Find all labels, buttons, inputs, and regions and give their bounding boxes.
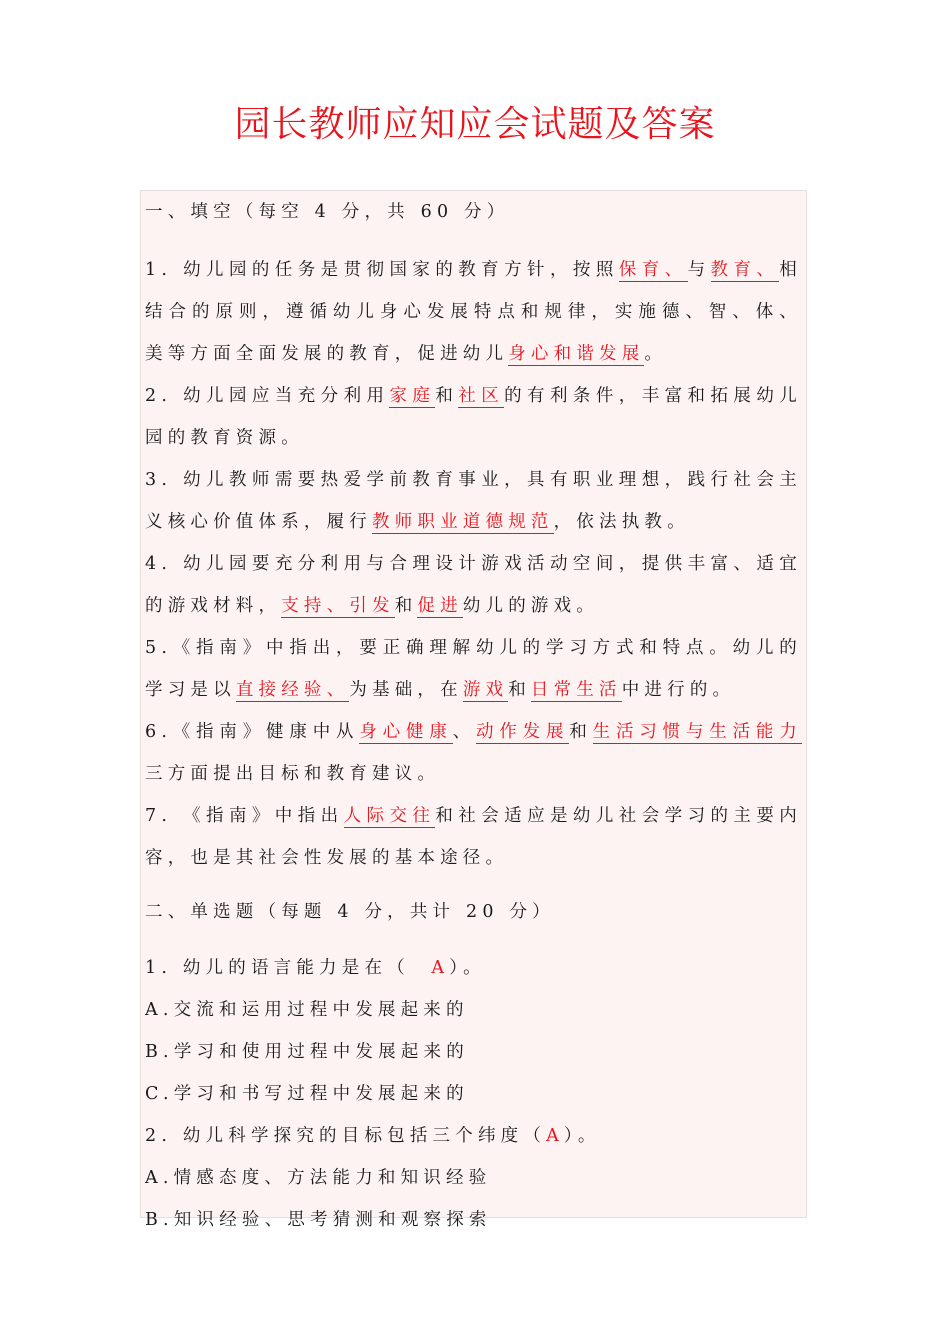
answer-blank: 教师职业道德规范 (372, 512, 554, 532)
answer-blank: 人际交往 (343, 806, 436, 826)
document-body (140, 190, 807, 1230)
question-text: 4. 幼儿园要充分利用与合理设计游戏活动空间，提供丰富、适宜的游戏材料， (145, 554, 802, 616)
question-text: 3. 幼儿教师需要热爱学前教育事业，具有职业理想，践行社会主义核心价值体系，履行 (145, 470, 802, 532)
option-2-1-c: C.学习和书写过程中发展起来的 (145, 1084, 469, 1104)
answer-blank: 直接经验、 (235, 680, 350, 700)
question-text: ）。 (449, 958, 486, 978)
option-2-2-b: B.知识经验、思考猜测和观察探索 (145, 1210, 492, 1230)
question-text: 和 (394, 596, 418, 616)
question-1-5 (145, 627, 802, 711)
answer-blank: 生活习惯与生活能力 (592, 722, 802, 742)
question-1-3 (145, 459, 802, 543)
question-text: 相结合的原则，遵循幼儿身心发展特点和规律，实施德、智、体、美等方面全面发展的教育，促进幼儿 (145, 260, 802, 364)
question-text: 6.《指南》健康中从 (145, 722, 360, 742)
section-2-heading: 二、单选题（每题 4 分，共计 20 分） (145, 902, 555, 922)
question-text: 2. 幼儿园应当充分利用 (145, 386, 390, 406)
answer-blank: 身心健康 (359, 722, 453, 742)
question-1-1 (145, 249, 802, 375)
section-1-heading: 一、填空（每空 4 分，共 60 分） (145, 202, 510, 222)
option-2-1-b: B.学习和使用过程中发展起来的 (145, 1042, 469, 1062)
question-text: ）。 (563, 1126, 601, 1146)
question-text: 。 (644, 344, 668, 364)
question-text: 的有利条件，丰富和拓展幼儿园的教育资源。 (145, 386, 802, 448)
question-2-2-stem (145, 1115, 802, 1157)
answer-blank: 家庭 (389, 386, 436, 406)
answer-blank: 动作发展 (476, 722, 570, 742)
answer-choice: A (546, 1126, 564, 1146)
question-text: 1. 幼儿的语言能力是在（ (145, 958, 410, 978)
question-text: 和社会适应是幼儿社会学习的主要内容，也是其社会性发展的基本途径。 (145, 806, 802, 868)
answer-blank: 身心和谐发展 (508, 344, 645, 364)
question-text: 和 (435, 386, 459, 406)
question-1-6 (145, 711, 802, 795)
question-text: ，依法执教。 (553, 512, 690, 532)
question-text: 2. 幼儿科学探究的目标包括三个纬度（ (145, 1126, 547, 1146)
answer-blank: 教育、 (710, 260, 780, 280)
question-1-4 (145, 543, 802, 627)
question-text: 7. 《指南》中指出 (145, 806, 344, 826)
question-text: 5.《指南》中指出，要正确理解幼儿的学习方式和特点。幼儿的学习是以 (145, 638, 802, 700)
question-text: 1. 幼儿园的任务是贯彻国家的教育方针，按照 (145, 260, 619, 280)
answer-blank: 保育、 (618, 260, 688, 280)
question-text: 、 (452, 722, 476, 742)
question-text: 为基础，在 (349, 680, 463, 700)
question-text: 三方面提出目标和教育建议。 (145, 764, 441, 784)
question-1-7 (145, 795, 802, 879)
question-text: 与 (687, 260, 711, 280)
answer-blank: 日常生活 (530, 680, 622, 700)
option-2-2-a: A.情感态度、方法能力和知识经验 (145, 1168, 492, 1188)
option-2-1-a: A.交流和运用过程中发展起来的 (145, 1000, 469, 1020)
document-title: 园长教师应知应会试题及答案 (234, 104, 716, 145)
question-text: 和 (508, 680, 531, 700)
answer-blank: 促进 (417, 596, 463, 616)
answer-blank: 社区 (458, 386, 505, 406)
question-2-1-stem (145, 947, 802, 989)
answer-blank: 支持、引发 (281, 596, 395, 616)
answer-choice: A (431, 958, 450, 978)
question-text: 幼儿的游戏。 (462, 596, 600, 616)
question-text: 和 (569, 722, 593, 742)
question-1-2 (145, 375, 802, 459)
question-text: 中进行的。 (621, 680, 736, 700)
answer-blank: 游戏 (462, 680, 509, 700)
